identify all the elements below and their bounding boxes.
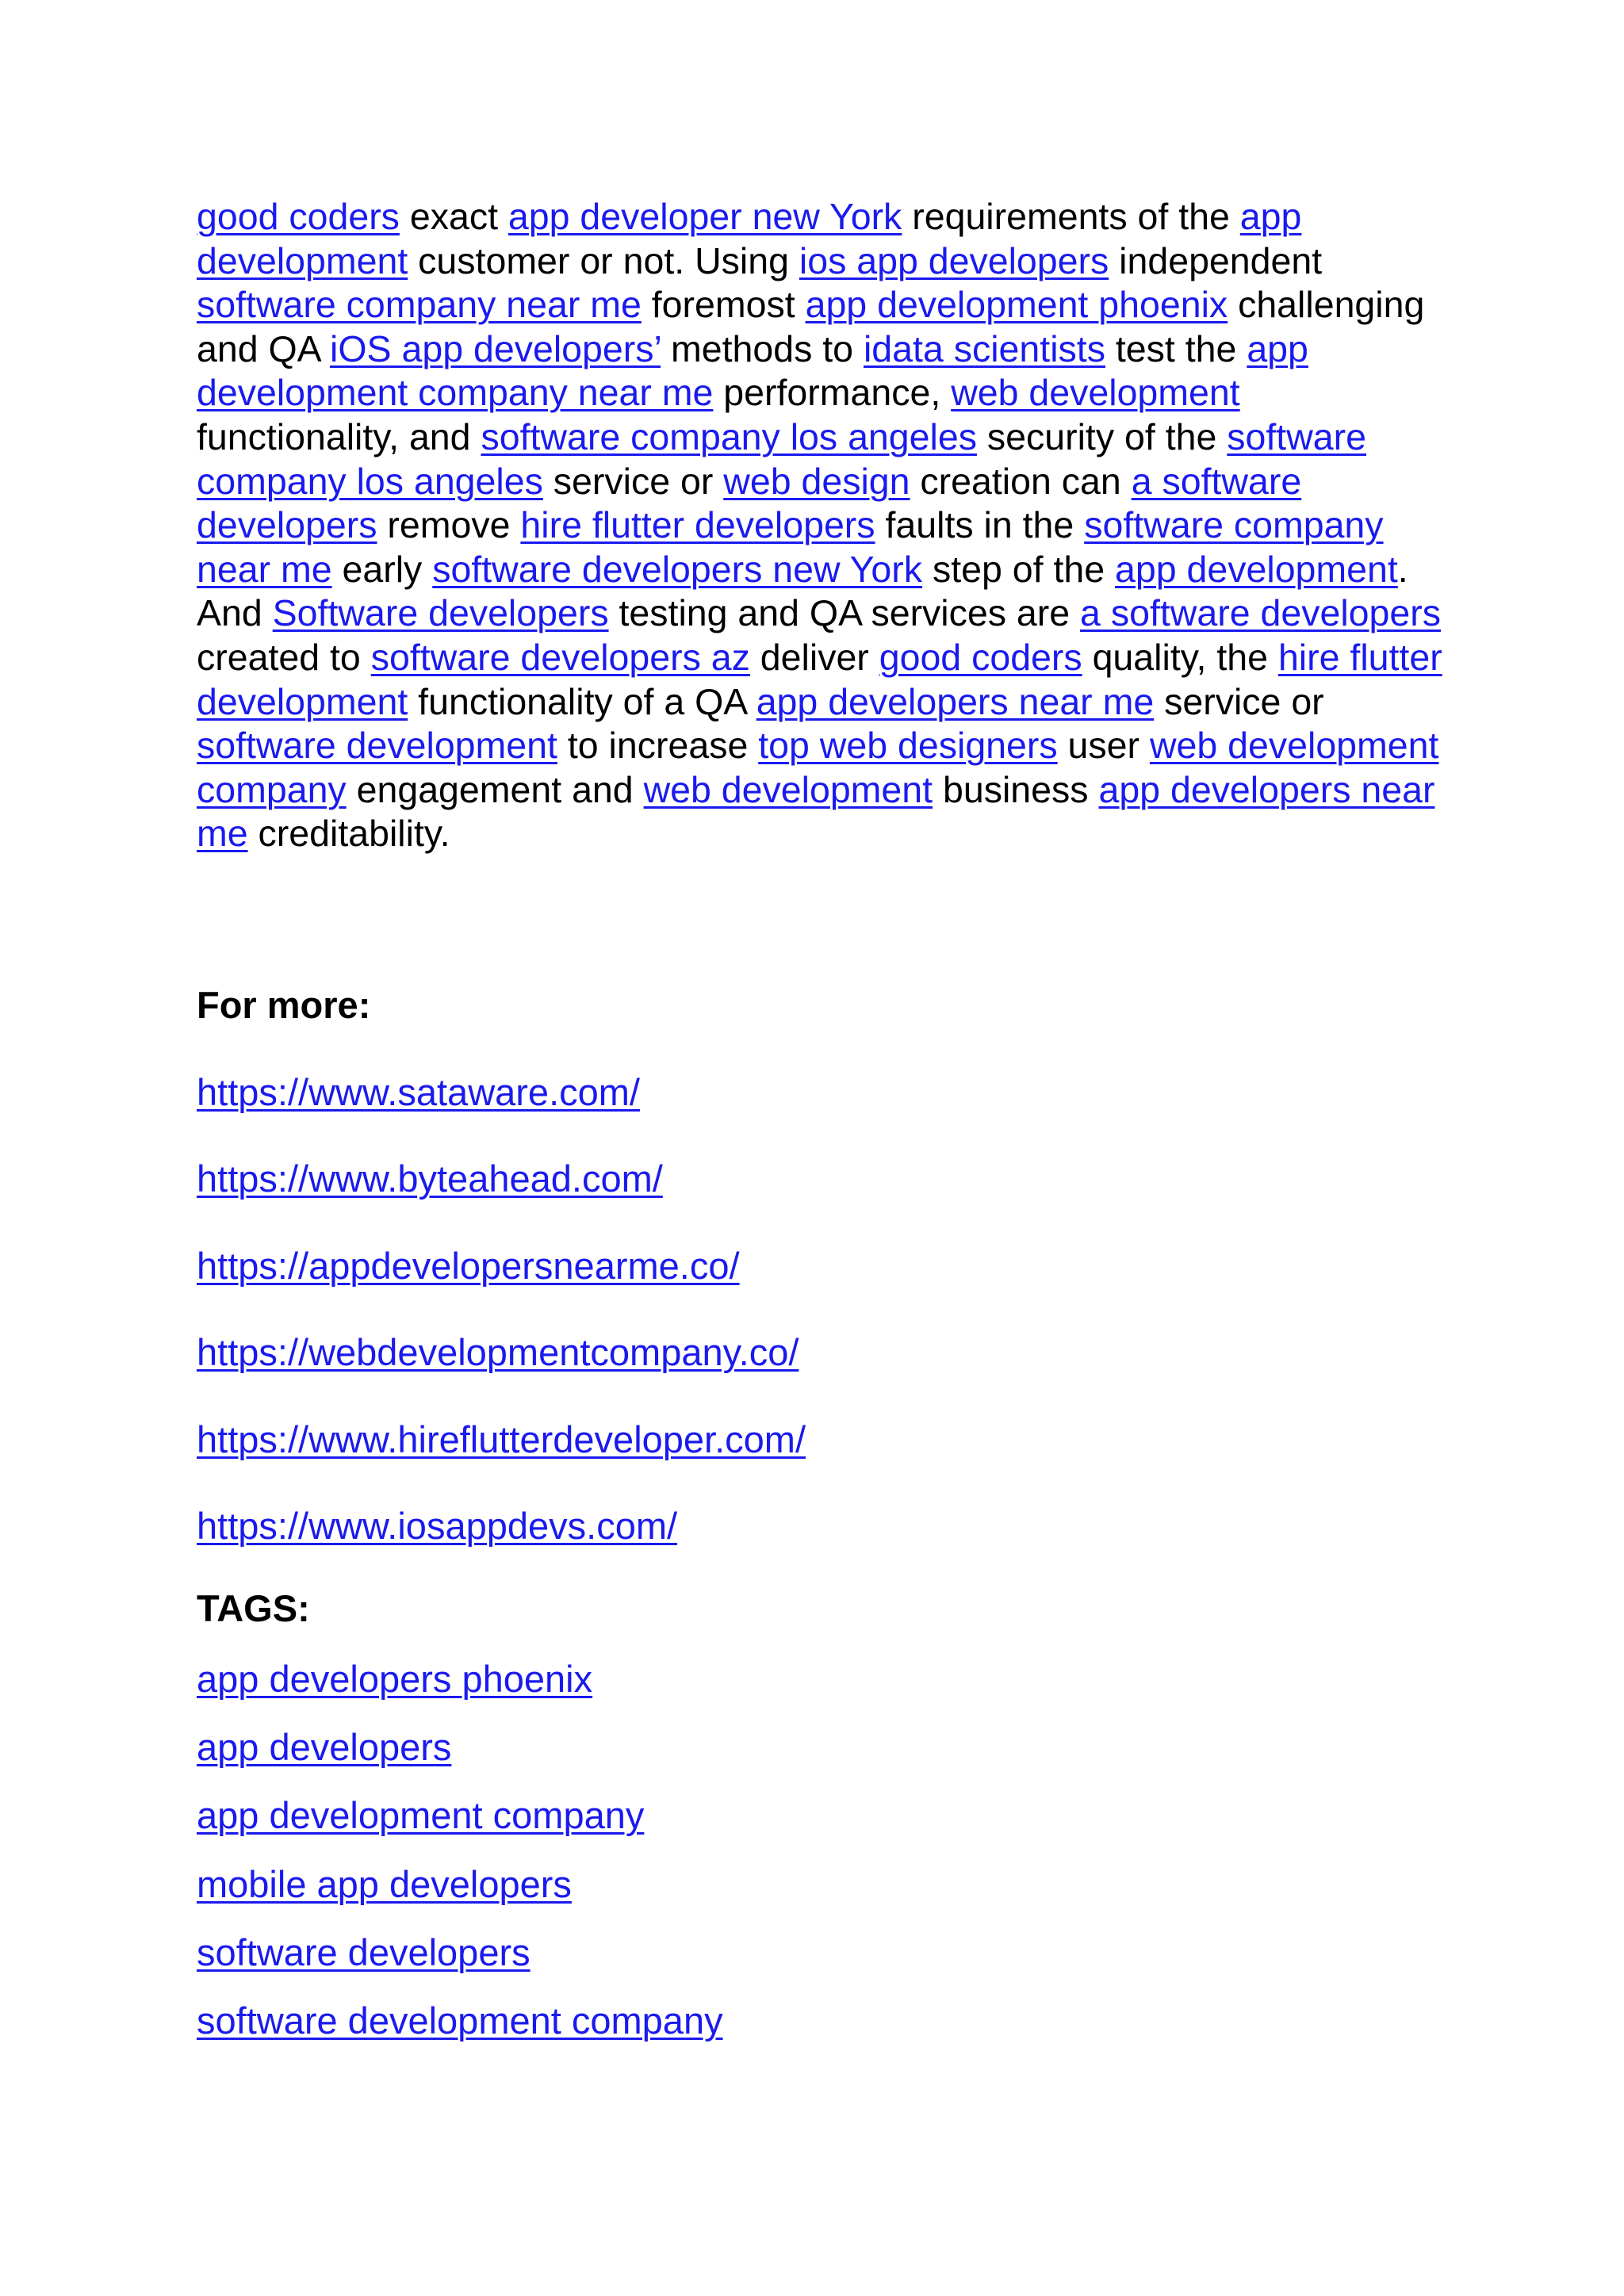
iosappdevs-link[interactable]: https://www.iosappdevs.com/: [197, 1504, 678, 1547]
inline-link[interactable]: software company near me: [197, 504, 1384, 590]
paragraph-text: early: [331, 548, 433, 590]
inline-link[interactable]: app developers near me: [197, 768, 1435, 855]
inline-link[interactable]: ios app developers: [799, 239, 1109, 281]
inline-link[interactable]: good coders: [879, 636, 1082, 678]
paragraph-text: step of the: [922, 548, 1116, 590]
paragraph-text: creditability.: [247, 813, 450, 855]
paragraph-text: functionality, and: [197, 415, 481, 457]
inline-link[interactable]: app development: [197, 196, 1302, 281]
list-item: [197, 1418, 806, 1504]
list-item: [197, 1999, 723, 2067]
inline-link[interactable]: software developers new York: [432, 548, 923, 590]
for-more-heading: For more:: [197, 984, 371, 1026]
paragraph-text: requirements of the: [902, 196, 1240, 237]
paragraph-text: testing and QA services are: [608, 592, 1081, 634]
inline-link[interactable]: hire flutter developers: [520, 504, 875, 546]
tag-link[interactable]: mobile app developers: [197, 1862, 572, 1905]
inline-link[interactable]: web development: [643, 768, 933, 810]
paragraph-text: independent: [1109, 239, 1323, 281]
paragraph-text: engagement and: [346, 768, 644, 810]
paragraph-text: service or: [1154, 680, 1324, 722]
inline-link[interactable]: top web designers: [758, 725, 1058, 767]
paragraph-text: customer or not. Using: [408, 239, 799, 281]
list-item: [197, 1793, 723, 1862]
paragraph-text: faults in the: [875, 504, 1085, 546]
inline-link[interactable]: iOS app developers’: [330, 327, 661, 369]
inline-link[interactable]: web development: [951, 372, 1240, 414]
paragraph-text: to increase: [557, 725, 759, 767]
appdevelopersnearme-link[interactable]: https://appdevelopersnearme.co/: [197, 1244, 740, 1287]
paragraph-text: security of the: [976, 415, 1228, 457]
webdevelopmentcompany-link[interactable]: https://webdevelopmentcompany.co/: [197, 1331, 799, 1374]
list-item: [197, 1931, 723, 1999]
tag-link[interactable]: app developers: [197, 1726, 452, 1769]
inline-link[interactable]: software company los angeles: [481, 415, 977, 457]
sataware-link[interactable]: https://www.sataware.com/: [197, 1071, 640, 1113]
paragraph-text: methods to: [661, 327, 864, 369]
inline-link[interactable]: a software developers: [1080, 592, 1441, 634]
paragraph-text: service or: [542, 460, 724, 502]
inline-link[interactable]: web development company: [197, 725, 1439, 810]
inline-link[interactable]: a software developers: [197, 460, 1302, 546]
hireflutterdeveloper-link[interactable]: https://www.hireflutterdeveloper.com/: [197, 1418, 806, 1460]
inline-link[interactable]: software company los angeles: [197, 415, 1367, 502]
paragraph-text: functionality of a QA: [408, 680, 756, 722]
tag-link[interactable]: app developers phoenix: [197, 1658, 593, 1700]
paragraph-text: user: [1057, 725, 1150, 767]
for-more-link-list: [197, 1070, 806, 1590]
list-item: [197, 1070, 806, 1157]
inline-link[interactable]: hire flutter development: [197, 636, 1442, 722]
inline-link[interactable]: Software developers: [272, 592, 609, 634]
paragraph-text: exact: [399, 196, 508, 237]
inline-link[interactable]: app developers near me: [756, 680, 1155, 722]
inline-link[interactable]: app development company near me: [197, 327, 1308, 414]
body-paragraph: [197, 195, 1450, 856]
list-item: [197, 1725, 723, 1793]
inline-link[interactable]: software company near me: [197, 284, 642, 326]
list-item: [197, 1657, 723, 1725]
list-item: [197, 1157, 806, 1243]
paragraph-text: business: [933, 768, 1099, 810]
paragraph-text: performance,: [713, 372, 952, 414]
inline-link[interactable]: web design: [723, 460, 910, 502]
byteahead-link[interactable]: https://www.byteahead.com/: [197, 1158, 663, 1200]
tags-heading: TAGS:: [197, 1587, 310, 1629]
list-item: [197, 1330, 806, 1417]
paragraph-text: creation can: [910, 460, 1132, 502]
paragraph-text: . And: [197, 548, 1408, 634]
paragraph-text: remove: [377, 504, 521, 546]
paragraph-text: foremost: [641, 284, 806, 326]
list-item: [197, 1862, 723, 1931]
inline-link[interactable]: idata scientists: [863, 327, 1105, 369]
paragraph-text: test the: [1105, 327, 1247, 369]
paragraph-text: quality, the: [1082, 636, 1278, 678]
tag-link[interactable]: software developers: [197, 1931, 530, 1973]
list-item: [197, 1504, 806, 1590]
paragraph-text: created to: [197, 636, 371, 678]
tags-list: [197, 1657, 723, 2067]
inline-link[interactable]: app development: [1115, 548, 1398, 590]
inline-link[interactable]: app developer new York: [508, 196, 902, 237]
paragraph-text: deliver: [749, 636, 879, 678]
inline-link[interactable]: good coders: [197, 196, 400, 237]
tag-link[interactable]: app development company: [197, 1794, 645, 1837]
inline-link[interactable]: software developers az: [370, 636, 750, 678]
paragraph-text: challenging and QA: [197, 284, 1425, 369]
list-item: [197, 1244, 806, 1330]
inline-link[interactable]: software development: [197, 725, 557, 767]
inline-link[interactable]: app development phoenix: [805, 284, 1228, 326]
tag-link[interactable]: software development company: [197, 1999, 723, 2042]
